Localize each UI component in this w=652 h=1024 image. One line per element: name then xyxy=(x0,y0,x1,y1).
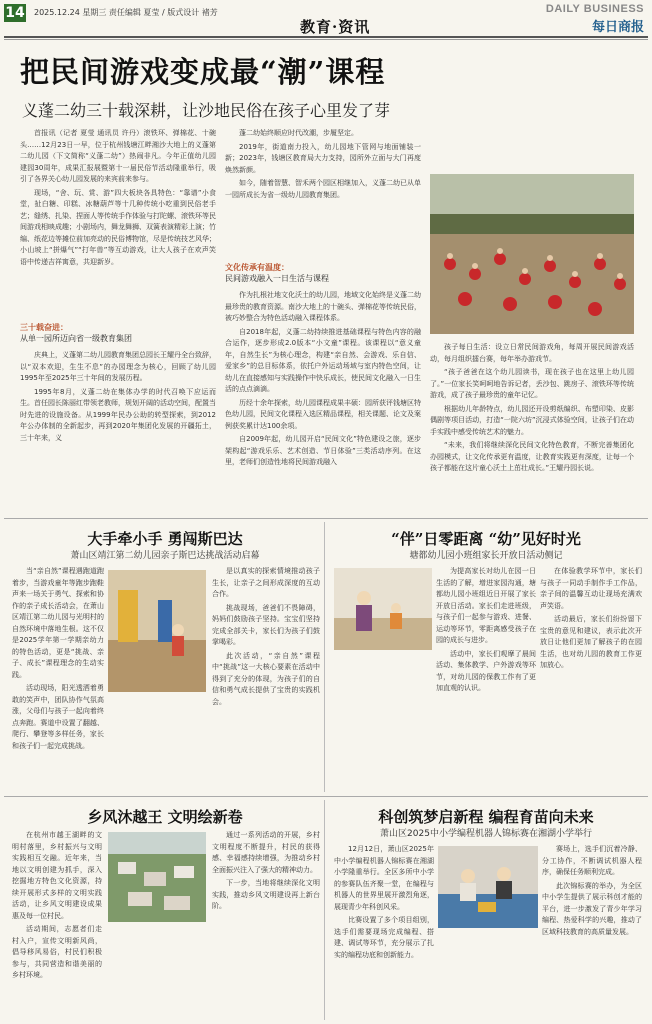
lead-col3-p3: 根据幼儿年龄特点，幼儿园还开设剪纸编织、布塑印染、皮影偶剧等项目活动，打造“一院六坊”沉浸式体验空间，让孩子们在动手实践中感受传统艺术的魅力。 xyxy=(430,404,634,436)
story2-title: 大手牵小手 勇闯斯巴达 xyxy=(87,530,243,548)
header-rule xyxy=(4,36,648,38)
column-divider-2 xyxy=(324,800,325,1020)
section-divider-1 xyxy=(4,518,648,519)
story4-col1-p2: 活动期间，志愿者们走村入户，宣传文明新风尚，倡导移风易俗，村民们积极参与，共同营造和谐美丽的乡村环境。 xyxy=(12,925,102,979)
lead-headline: 把民间游戏变成最“潮”课程 xyxy=(20,55,386,89)
story2-photo xyxy=(108,570,206,692)
lead-col2-p3: 如今，随着智慧、智禾两个园区相继加入，义蓬二幼已从单一园所成长为省一级幼儿园教育集团。 xyxy=(225,179,421,199)
kicker1-subtitle: 从单一园所迈向省一级教育集团 xyxy=(20,334,132,343)
story3-title: “伴”日零距离 “幼”见好时光 xyxy=(391,530,581,548)
story2-col1-p1: 当“亲自然”课程遇跑道跑着步，当游戏童年等跑步跑鞋声来一场关于勇气、探索和协作的亲子成长活动会，在萧山区靖江第二幼儿园与光明村的自然环境中落地生根。这不仅是2025学年第一学期亲幼力的特色活动，更是“挑战、亲子、成长”课程理念的生动实践。 xyxy=(12,567,104,679)
robot-competition-photo xyxy=(438,846,538,928)
lead-col2b-p1: 作为扎根社地文化沃土的幼儿园，地域文化始终是义蓬二幼最珍贵的教育资源。南沙大地上的十碗头、弹棉花等传统民俗，被巧妙整合为特色活动融入课程体系。 xyxy=(225,291,421,322)
brand-english: DAILY BUSINESS xyxy=(545,3,644,15)
story2-col1-p2: 活动现场，阳光透洒着勇敢的笑声中，团队协作气氛高涨，父母们与孩子一起向着终点奔跑。赛道中设置了翻越、爬行、攀登等多样任务，家长和孩子们一起完成挑战。 xyxy=(12,684,104,750)
story4-col2-p2: 下一步，当地将继续深化文明实践，推动乡风文明建设再上新台阶。 xyxy=(212,879,320,910)
story5-col1-p2: 比赛设置了多个项目组别，选手们需要现场完成编程、搭建、调试等环节，充分展示了扎实的编程功底和创新能力。 xyxy=(334,916,434,959)
village-aerial-photo xyxy=(108,832,206,922)
story2-col2-p3: 此次活动，“亲自然”课程中“挑战”这一大核心要素在活动中得到了充分的体现，为孩子们的自信和勇气成长提供了宝贵的实践机会。 xyxy=(212,651,320,706)
lead-col3-p1: 孩子每日生活：设立日常民间游戏角，每周开展民间游戏活动，每月组织擂台赛，每年举办游戏节。 xyxy=(430,343,634,363)
section-divider-2 xyxy=(4,796,648,797)
lead-col2b xyxy=(225,290,421,512)
lead-col1b xyxy=(20,350,216,510)
story3-subtitle: 塘都幼儿园小班组家长开放日活动侧记 xyxy=(409,551,563,561)
story5-subtitle: 萧山区2025中小学编程机器人锦标赛在湘湖小学举行 xyxy=(380,829,592,839)
story4-col1-p1: 在杭州市越王湖畔的文明村落里，乡村振兴与文明实践相互交融。近年来，当地以文明创建为抓手，深入挖掘地方特色文化资源，持续开展形式多样的文明实践活动，让乡风文明建设成果惠及每一位村民。 xyxy=(12,831,102,920)
lead-col2b-p2: 自2018年起，义蓬二幼持续推进基础课程与特色内容的融合运作，逐步形成2.0版本“小文童”课程。该课程以“意义童年，自然生长”为核心理念，构建“亲自然、会游戏、乐自信、爱家乡”的总目标体系，依托户外运动场域与室内特色空间，让幼儿在直接感知与实践操作中快乐成长，使民间文化融入一日生活的点点滴滴。 xyxy=(225,327,421,393)
story5-photo xyxy=(438,846,538,928)
brand-chinese: 每日商报 xyxy=(591,20,644,35)
kicker2-title: 文化传承有温度： xyxy=(225,263,289,272)
section-title: 教育·资讯 xyxy=(300,18,371,36)
lead-kicker2 xyxy=(225,262,421,284)
story4-col2 xyxy=(212,830,320,1018)
lead-col2b-p3: 历经十余年探索，幼儿园课程成果丰硕：园所获评钱塘区特色幼儿园，民间文化课程入选区精品课程，相关课题、论文及案例获奖累计达100余项。 xyxy=(225,398,421,430)
lead-col2-p1: 蓬二幼始终顺应时代改潮，步履坚定。 xyxy=(239,129,358,137)
kicker2-subtitle: 民间游戏融入一日生活与课程 xyxy=(225,274,329,283)
story3-col2-p1: 在体验教学环节中，家长们与孩子一同动手制作手工作品，亲子间的温馨互动让现场充满欢声笑语。 xyxy=(540,567,642,610)
lead-col1b-p1: 庆典上，义蓬第二幼儿园教育集团总园长王耀丹全台致辞，以“双本欢迎，生生不息”的办园理念为核心，回顾了幼儿园1995年至2025年三十年间的发展历程。 xyxy=(20,351,216,382)
lead-col2 xyxy=(225,128,421,246)
lead-col1-p1: 首报讯（记者 夏莹 通讯员 许丹）滚铁环、弹棉花、十碗头……12月23日一早，位于杭州钱塘江畔湘沙大地上的义蓬第二幼儿园（下文简称“义蓬二幼”）热闹非凡。今年正值幼儿园建园30周年，成果汇报展暨第十一届民俗节活动隆重举行，吸引了各界关心幼儿园发展的来宾前来参与。 xyxy=(20,129,216,183)
lead-col3-p4: “未来，我们将继续深化民间文化特色教育，不断完善集团化办园模式，让文化传承更有温度，让教育实践更有深度，让每一个孩子都能在这片童心沃土上茁壮成长。”王耀丹园长说。 xyxy=(430,441,634,472)
story3-col1 xyxy=(436,566,536,788)
story3-col1-p1: 为提高家长对幼儿在园一日生活的了解，增进家园沟通，塘都幼儿园小班组近日开展了家长开放日活动。家长们走进班级，与孩子们一起参与游戏、进餐、运动等环节，零距离感受孩子在园的成长与进步。 xyxy=(436,567,536,644)
story2-col1 xyxy=(12,566,104,788)
story5-col1 xyxy=(334,844,434,1018)
story2-col2 xyxy=(212,566,320,788)
lead-col3-p2: “孩子爸爸在这个幼儿园读书，现在孩子也在这里上幼儿园了。”一位家长笑呵呵地告诉记者，丢沙包、跳房子、滚铁环等传统游戏，成了孩子最珍贵的童年记忆。 xyxy=(430,368,634,399)
kicker1-title: 三十载奋进： xyxy=(20,323,68,332)
story2-col2-p1: 是以真实的探索情境推动孩子生长，让亲子之间形成深度的互动合作。 xyxy=(212,567,320,598)
obstacle-course-photo xyxy=(108,570,206,692)
lead-col3 xyxy=(430,342,634,512)
story4-photo xyxy=(108,832,206,922)
story3-col2 xyxy=(540,566,642,788)
story4-col1 xyxy=(12,830,102,1018)
lead-col2b-p4: 自2009年起，幼儿园开启“民间文化”特色建设之旅，逐步架构起“游戏乐乐、艺术创造、节日体验”三类活动序列。在这里，老师们创造性地将民间游戏融入 xyxy=(225,435,421,466)
story5-title: 科创筑梦启新程 编程育苗向未来 xyxy=(378,808,594,826)
parent-open-day-photo xyxy=(334,568,432,650)
story5-col2-p1: 赛场上，选手们沉着冷静、分工协作，不断调试机器人程序，确保任务顺利完成。 xyxy=(542,845,642,876)
issue-meta: 2025.12.24 星期三 责任编辑 夏莹 / 版式设计 褚芳 xyxy=(34,8,218,17)
story2-col2-p2: 挑战现场，爸爸们不畏障碍，妈妈们鼓励孩子坚持。宝宝们坚持完成全部关卡，家长们为孩子们鼓掌喝彩。 xyxy=(212,603,320,646)
lead-col2-p2: 2019年，街道南力投入，幼儿园地下管网与地面铺装一新；2023年，钱塘区教育局大力支持，园所外立面与大门再度焕然新颜。 xyxy=(225,142,421,174)
lead-col1b-p2: 1995年8月，义蓬二幼在集体办学的时代召唤下应运而生。首任园长陈丽红带领老教师，规划开阔的活动空间，配置当时先进的设施设备。从1999年民办公助的转型探索，到2012年公办体制的全新起步，再到2020年集团化发展的开疆拓土，三十年来，义 xyxy=(20,387,216,442)
lead-subhead: 义蓬二幼三十载深耕，让沙地民俗在孩子心里发了芽 xyxy=(22,101,391,120)
lead-col1 xyxy=(20,128,216,318)
story3-col2-p2: 活动最后，家长们纷纷留下宝贵的意见和建议，表示此次开放日让他们更加了解孩子的在园生活，也对幼儿园的教育工作更加放心。 xyxy=(540,615,642,669)
story5-col2 xyxy=(542,844,642,1018)
story2-subtitle: 萧山区靖江第二幼儿园亲子斯巴达挑战活动启幕 xyxy=(70,551,260,561)
story5-col2-p2: 此次锦标赛的举办，为全区中小学生提供了展示科创才能的平台，进一步激发了青少年学习编程、热爱科学的兴趣，推动了区域科技教育的高质量发展。 xyxy=(542,881,642,936)
column-divider-1 xyxy=(324,522,325,792)
header-rule-thin xyxy=(4,39,648,40)
children-celebration-photo xyxy=(430,174,634,334)
story4-title: 乡风沐越王 文明绘新卷 xyxy=(87,808,243,826)
story3-col1-p2: 活动中，家长们观摩了晨间活动、集体教学、户外游戏等环节，对幼儿园的保教工作有了更加直观的认识。 xyxy=(436,649,536,692)
lead-col1-p2: 现场，“舍、玩、赏、游”四大板块各具特色：“靠谱”小食堂，扯白糖、印糕、冰糖葫芦等十几种传统小吃重到民俗老手艺；缝绣、扎染、捏面人等传统手作体验与打陀螺、滚铁环等民间游戏相映成趣；小剧场内，舞龙舞狮、双簧表演精彩上演；竹编、纸花边等摊位前加亮动的民俗博物馆，尽是传统技艺风华；小山坡上“拼爆气”“打年兽”等互动游戏，让大人孩子在欢声笑语中传递吉祥寓意，共迎新岁。 xyxy=(20,188,216,266)
lead-kicker1 xyxy=(20,322,216,344)
story3-photo xyxy=(334,568,432,650)
page-number: 14 xyxy=(5,5,25,21)
story4-col2-p1: 通过一系列活动的开展，乡村文明程度不断提升，村民的获得感、幸福感持续增强，为推动乡村全面振兴注入了强大的精神动力。 xyxy=(212,831,320,874)
lead-photo xyxy=(430,174,634,334)
story5-col1-p1: 12月12日，萧山区2025年中小学编程机器人锦标赛在湘湖小学隆重举行。全区多所中小学的参赛队伍齐聚一堂，在编程与机器人的世界里展开激烈角逐，展现青少年科创风采。 xyxy=(334,845,434,911)
